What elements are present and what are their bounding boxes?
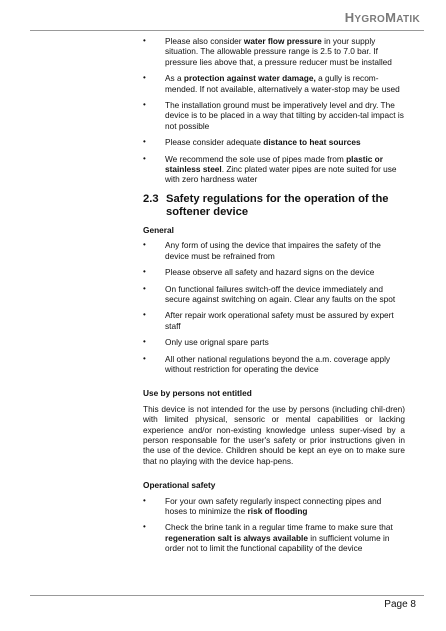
- list-item: • All other national regulations beyond the a.m. coverage apply without restriction for operating the device: [143, 354, 405, 375]
- operational-safety-heading: Operational safety: [143, 480, 216, 491]
- list-item: • On functional failures switch-off the device immediately and secure against switching on again. Clear any faults on the spot: [143, 284, 405, 305]
- header-rule: [30, 30, 424, 31]
- list-item: • For your own safety regularly inspect connecting pipes and hoses to minimize the risk of flooding: [143, 496, 405, 517]
- section-heading: [143, 193, 405, 219]
- general-heading: General: [143, 224, 174, 235]
- operational-safety-bullets: [143, 496, 405, 554]
- section-number: 2.3: [143, 192, 159, 205]
- list-item: • Please also consider water flow pressure in your supply situation. The allowable pressure range is 2.5 to 7.0 bar. If pressure lies above that, a pressure reducer must be installed: [143, 36, 405, 67]
- list-item: • Please observe all safety and hazard signs on the device: [143, 267, 405, 277]
- list-item: • Check the brine tank in a regular time frame to make sure that regeneration salt is always available in sufficient volume in order not to limit the functional capability of the device: [143, 522, 405, 553]
- hygromatik-logo: HYGROMATIK: [344, 10, 420, 25]
- list-item: • Please consider adequate distance to heat sources: [143, 137, 405, 147]
- list-item: • The installation ground must be imperatively level and dry. The device is to be placed in a way that tilting by acciden-tal impact is not possible: [143, 100, 405, 131]
- installation-bullets: [143, 36, 405, 185]
- section-title: Safety regulations for the operation of the softener device: [166, 192, 389, 218]
- page-number: Page 8: [384, 599, 416, 610]
- list-item: • Any form of using the device that impaires the safety of the device must be refrained from: [143, 240, 405, 261]
- page-content: [143, 36, 405, 560]
- general-bullets: [143, 240, 405, 374]
- list-item: • After repair work operational safety must be assured by expert staff: [143, 310, 405, 331]
- list-item: • Only use orignal spare parts: [143, 337, 405, 347]
- list-item: • We recommend the sole use of pipes made from plastic or stainless steel. Zinc plated water pipes are note suited for use with zero hardness water: [143, 154, 405, 185]
- footer-rule: [30, 595, 424, 596]
- use-by-persons-text: This device is not intended for the use by persons (including chil-dren) with limited physical, sensoric or mental capabilities or lacking experience and/or non-existing knowledge unless super-vised by a person responsable for the user's safety or prior instructions given in the use of the device. Children should be kept an eye on to make sure that no playing with the device hap-pens.: [143, 403, 405, 466]
- list-item: • As a protection against water damage, a gully is recom-mended. If not available, alternatively a water-stop may be used: [143, 73, 405, 94]
- use-by-persons-heading: Use by persons not entitled: [143, 388, 252, 399]
